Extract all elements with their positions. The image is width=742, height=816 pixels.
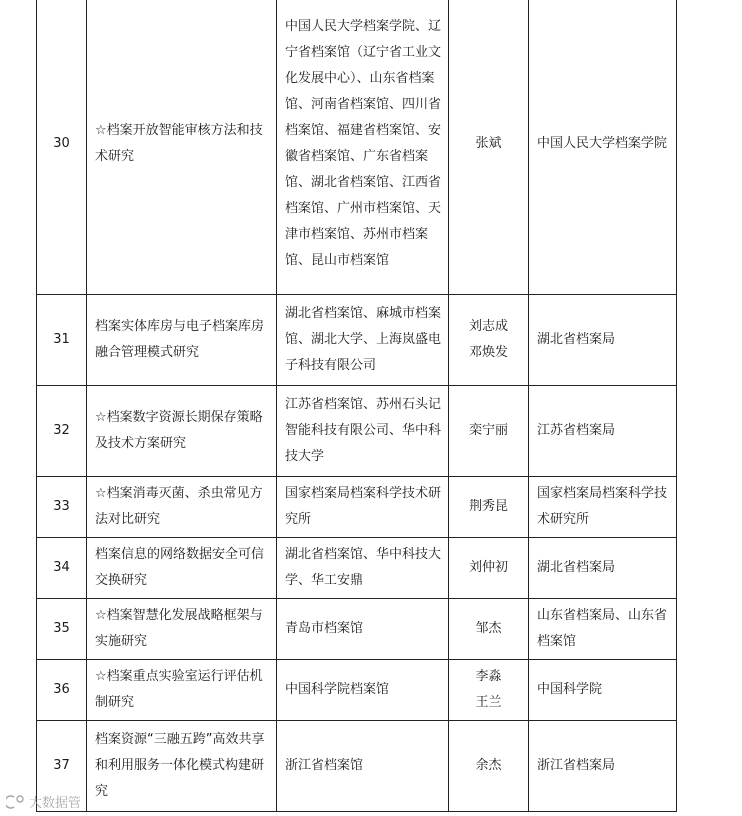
row-number: 36 [37,660,87,721]
participating-orgs: 湖北省档案馆、华中科技大学、华工安鼎 [277,538,449,599]
project-name: 档案资源“三融五跨”高效共享和利用服务一体化模式构建研究 [87,721,277,812]
participating-orgs: 青岛市档案馆 [277,599,449,660]
lead-name: 王兰 [475,695,502,710]
row-number: 31 [37,295,87,386]
project-lead [449,660,529,721]
table-row [37,386,677,477]
row-number: 37 [37,721,87,812]
row-number: 33 [37,477,87,538]
project-name: ☆档案消毒灭菌、杀虫常见方法对比研究 [87,477,277,538]
lead-name: 刘仲初 [468,560,508,575]
project-lead [449,477,529,538]
lead-name: 刘志成 [468,319,508,334]
responsible-dept: 国家档案局档案科学技术研究所 [529,477,677,538]
lead-name: 邓焕发 [468,345,508,360]
responsible-dept: 江苏省档案局 [529,386,677,477]
lead-name: 栾宁丽 [468,423,508,438]
project-name: ☆档案智慧化发展战略框架与实施研究 [87,599,277,660]
project-name: ☆档案开放智能审核方法和技术研究 [87,0,277,295]
project-lead [449,721,529,812]
project-lead [449,295,529,386]
project-lead [449,0,529,295]
project-lead [449,599,529,660]
participating-orgs: 江苏省档案馆、苏州石头记智能科技有限公司、华中科技大学 [277,386,449,477]
responsible-dept: 湖北省档案局 [529,538,677,599]
lead-name: 荆秀昆 [468,499,508,514]
table-row [37,721,677,812]
participating-orgs: 国家档案局档案科学技术研究所 [277,477,449,538]
watermark-logo-icon [6,795,26,809]
responsible-dept: 山东省档案局、山东省档案馆 [529,599,677,660]
project-table [36,0,677,812]
project-name: ☆档案重点实验室运行评估机制研究 [87,660,277,721]
project-name: 档案信息的网络数据安全可信交换研究 [87,538,277,599]
project-name: ☆档案数字资源长期保存策略及技术方案研究 [87,386,277,477]
lead-name: 余杰 [475,758,502,773]
lead-name: 张斌 [475,135,502,151]
table-row [37,0,677,295]
table-row [37,538,677,599]
row-number: 30 [37,0,87,295]
responsible-dept: 湖北省档案局 [529,295,677,386]
participating-orgs: 中国科学院档案馆 [277,660,449,721]
table-row [37,599,677,660]
table-row [37,660,677,721]
responsible-dept: 中国科学院 [529,660,677,721]
watermark [6,792,81,811]
lead-name: 邹杰 [475,621,502,636]
participating-orgs: 湖北省档案馆、麻城市档案馆、湖北大学、上海岚盛电子科技有限公司 [277,295,449,386]
watermark-text: 大数据管 [29,796,82,811]
responsible-dept: 中国人民大学档案学院 [529,0,677,295]
project-lead [449,386,529,477]
project-lead [449,538,529,599]
lead-name: 李淼 [475,669,502,684]
row-number: 35 [37,599,87,660]
table-row [37,295,677,386]
participating-orgs: 中国人民大学档案学院、辽宁省档案馆（辽宁省工业文化发展中心）、山东省档案馆、河南省档案馆、四川省档案馆、福建省档案馆、安徽省档案馆、广东省档案馆、湖北省档案馆、江西省档案馆、广州市档案馆、天津市档案馆、苏州市档案馆、昆山市档案馆 [277,0,449,295]
table-row [37,477,677,538]
participating-orgs: 浙江省档案馆 [277,721,449,812]
row-number: 34 [37,538,87,599]
project-name: 档案实体库房与电子档案库房融合管理模式研究 [87,295,277,386]
row-number: 32 [37,386,87,477]
responsible-dept: 浙江省档案局 [529,721,677,812]
